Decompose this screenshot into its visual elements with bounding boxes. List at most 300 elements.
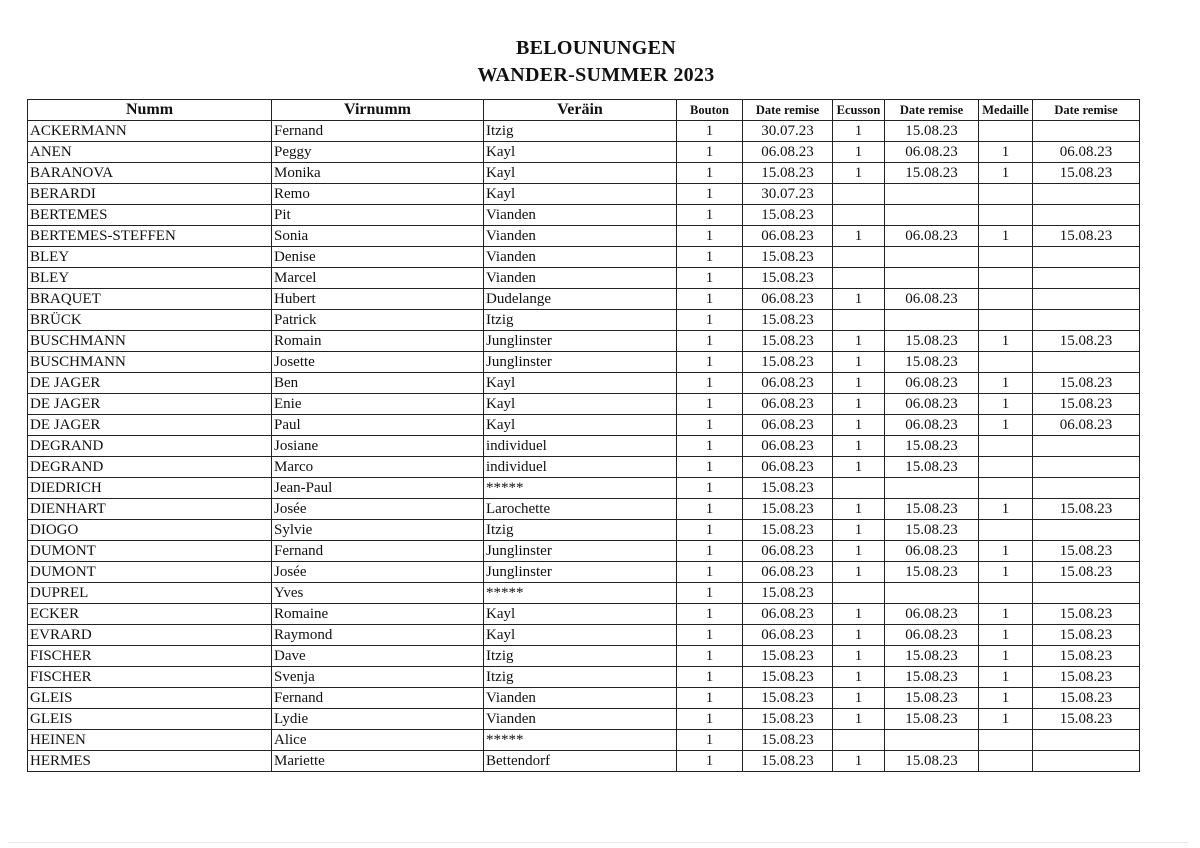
- cell-medaille: [979, 352, 1033, 373]
- cell-date-remise-bouton: 15.08.23: [743, 352, 833, 373]
- cell-date-remise-ecusson: [885, 730, 979, 751]
- cell-virnumm: Fernand: [272, 541, 484, 562]
- cell-ecusson: 1: [833, 751, 885, 772]
- table-row: [28, 352, 1140, 373]
- cell-medaille: 1: [979, 646, 1033, 667]
- table-body: [28, 121, 1140, 772]
- cell-medaille: [979, 184, 1033, 205]
- table-row: [28, 751, 1140, 772]
- cell-medaille: [979, 478, 1033, 499]
- cell-numm: ECKER: [28, 604, 272, 625]
- cell-bouton: 1: [677, 751, 743, 772]
- cell-date-remise-ecusson: 15.08.23: [885, 163, 979, 184]
- cell-ecusson: [833, 730, 885, 751]
- cell-date-remise-medaille: 15.08.23: [1033, 646, 1140, 667]
- cell-numm: DIOGO: [28, 520, 272, 541]
- cell-ecusson: 1: [833, 646, 885, 667]
- cell-date-remise-ecusson: 06.08.23: [885, 604, 979, 625]
- cell-ecusson: 1: [833, 289, 885, 310]
- cell-numm: FISCHER: [28, 646, 272, 667]
- cell-medaille: [979, 751, 1033, 772]
- cell-date-remise-bouton: 15.08.23: [743, 751, 833, 772]
- table-row: [28, 310, 1140, 331]
- cell-bouton: 1: [677, 373, 743, 394]
- table-row: [28, 604, 1140, 625]
- table-row: [28, 436, 1140, 457]
- cell-ecusson: 1: [833, 415, 885, 436]
- cell-medaille: 1: [979, 625, 1033, 646]
- cell-date-remise-medaille: 15.08.23: [1033, 373, 1140, 394]
- cell-date-remise-ecusson: 06.08.23: [885, 142, 979, 163]
- cell-bouton: 1: [677, 457, 743, 478]
- cell-numm: DIEDRICH: [28, 478, 272, 499]
- cell-virnumm: Josée: [272, 499, 484, 520]
- table-row: [28, 667, 1140, 688]
- cell-verain: Vianden: [484, 205, 677, 226]
- cell-bouton: 1: [677, 268, 743, 289]
- cell-medaille: 1: [979, 415, 1033, 436]
- cell-date-remise-medaille: [1033, 205, 1140, 226]
- cell-verain: Itzig: [484, 520, 677, 541]
- cell-numm: ACKERMANN: [28, 121, 272, 142]
- cell-bouton: 1: [677, 289, 743, 310]
- cell-virnumm: Fernand: [272, 121, 484, 142]
- cell-numm: HERMES: [28, 751, 272, 772]
- cell-verain: Dudelange: [484, 289, 677, 310]
- cell-ecusson: 1: [833, 562, 885, 583]
- table-row: [28, 709, 1140, 730]
- cell-date-remise-medaille: 15.08.23: [1033, 562, 1140, 583]
- cell-date-remise-medaille: [1033, 520, 1140, 541]
- cell-numm: DEGRAND: [28, 436, 272, 457]
- cell-numm: BLEY: [28, 247, 272, 268]
- cell-date-remise-medaille: [1033, 268, 1140, 289]
- cell-date-remise-bouton: 06.08.23: [743, 394, 833, 415]
- cell-virnumm: Marcel: [272, 268, 484, 289]
- cell-numm: BUSCHMANN: [28, 331, 272, 352]
- cell-verain: Bettendorf: [484, 751, 677, 772]
- col-header-date-remise-ecusson: Date remise: [885, 100, 979, 121]
- cell-date-remise-medaille: 15.08.23: [1033, 163, 1140, 184]
- table-row: [28, 289, 1140, 310]
- cell-date-remise-medaille: 15.08.23: [1033, 604, 1140, 625]
- cell-verain: Vianden: [484, 688, 677, 709]
- cell-bouton: 1: [677, 163, 743, 184]
- cell-numm: BERTEMES: [28, 205, 272, 226]
- cell-date-remise-ecusson: 06.08.23: [885, 289, 979, 310]
- table-row: [28, 688, 1140, 709]
- cell-medaille: 1: [979, 541, 1033, 562]
- cell-bouton: 1: [677, 478, 743, 499]
- cell-date-remise-medaille: [1033, 478, 1140, 499]
- cell-date-remise-bouton: 15.08.23: [743, 205, 833, 226]
- cell-date-remise-bouton: 15.08.23: [743, 163, 833, 184]
- cell-medaille: [979, 268, 1033, 289]
- table-row: [28, 247, 1140, 268]
- cell-ecusson: [833, 268, 885, 289]
- cell-ecusson: 1: [833, 394, 885, 415]
- cell-verain: Itzig: [484, 646, 677, 667]
- cell-date-remise-ecusson: 15.08.23: [885, 562, 979, 583]
- cell-date-remise-medaille: [1033, 436, 1140, 457]
- cell-ecusson: 1: [833, 688, 885, 709]
- cell-bouton: 1: [677, 730, 743, 751]
- cell-ecusson: [833, 205, 885, 226]
- cell-numm: DE JAGER: [28, 394, 272, 415]
- cell-bouton: 1: [677, 499, 743, 520]
- cell-verain: Kayl: [484, 415, 677, 436]
- cell-verain: *****: [484, 478, 677, 499]
- cell-verain: Vianden: [484, 709, 677, 730]
- cell-date-remise-bouton: 30.07.23: [743, 121, 833, 142]
- table-row: [28, 730, 1140, 751]
- cell-medaille: [979, 247, 1033, 268]
- cell-date-remise-ecusson: 15.08.23: [885, 520, 979, 541]
- document-subtitle: WANDER-SUMMER 2023: [477, 64, 715, 86]
- cell-virnumm: Monika: [272, 163, 484, 184]
- cell-virnumm: Denise: [272, 247, 484, 268]
- cell-numm: BLEY: [28, 268, 272, 289]
- cell-virnumm: Pit: [272, 205, 484, 226]
- cell-ecusson: [833, 184, 885, 205]
- cell-ecusson: 1: [833, 373, 885, 394]
- cell-medaille: 1: [979, 562, 1033, 583]
- cell-date-remise-ecusson: 06.08.23: [885, 226, 979, 247]
- cell-medaille: [979, 436, 1033, 457]
- cell-date-remise-medaille: 15.08.23: [1033, 331, 1140, 352]
- cell-numm: BARANOVA: [28, 163, 272, 184]
- cell-ecusson: [833, 247, 885, 268]
- cell-date-remise-medaille: [1033, 247, 1140, 268]
- cell-date-remise-medaille: 15.08.23: [1033, 688, 1140, 709]
- col-header-medaille: Medaille: [979, 100, 1033, 121]
- cell-ecusson: 1: [833, 667, 885, 688]
- cell-verain: Vianden: [484, 247, 677, 268]
- cell-numm: DUPREL: [28, 583, 272, 604]
- cell-date-remise-ecusson: [885, 184, 979, 205]
- cell-date-remise-medaille: [1033, 289, 1140, 310]
- cell-verain: Itzig: [484, 310, 677, 331]
- table-row: [28, 142, 1140, 163]
- cell-date-remise-medaille: [1033, 730, 1140, 751]
- cell-medaille: [979, 457, 1033, 478]
- cell-date-remise-ecusson: 06.08.23: [885, 541, 979, 562]
- table-row: [28, 583, 1140, 604]
- cell-date-remise-ecusson: 15.08.23: [885, 457, 979, 478]
- cell-date-remise-medaille: [1033, 583, 1140, 604]
- cell-date-remise-ecusson: 06.08.23: [885, 625, 979, 646]
- cell-date-remise-medaille: 15.08.23: [1033, 499, 1140, 520]
- cell-verain: Itzig: [484, 667, 677, 688]
- header-row: [28, 100, 1140, 121]
- cell-ecusson: 1: [833, 142, 885, 163]
- cell-date-remise-medaille: 15.08.23: [1033, 541, 1140, 562]
- document-title: BELOUNUNGEN: [516, 37, 676, 59]
- cell-medaille: 1: [979, 142, 1033, 163]
- col-header-verain: Veräin: [484, 100, 677, 121]
- cell-date-remise-bouton: 06.08.23: [743, 226, 833, 247]
- cell-date-remise-bouton: 15.08.23: [743, 310, 833, 331]
- cell-date-remise-bouton: 15.08.23: [743, 583, 833, 604]
- cell-virnumm: Yves: [272, 583, 484, 604]
- cell-virnumm: Sonia: [272, 226, 484, 247]
- cell-medaille: 1: [979, 604, 1033, 625]
- cell-bouton: 1: [677, 184, 743, 205]
- cell-numm: BRAQUET: [28, 289, 272, 310]
- cell-bouton: 1: [677, 562, 743, 583]
- table-row: [28, 184, 1140, 205]
- cell-medaille: [979, 205, 1033, 226]
- cell-medaille: 1: [979, 688, 1033, 709]
- cell-date-remise-medaille: 15.08.23: [1033, 625, 1140, 646]
- cell-ecusson: 1: [833, 163, 885, 184]
- cell-numm: DUMONT: [28, 541, 272, 562]
- awards-table: [27, 99, 1140, 772]
- cell-numm: BERARDI: [28, 184, 272, 205]
- cell-virnumm: Romaine: [272, 604, 484, 625]
- cell-bouton: 1: [677, 520, 743, 541]
- table-row: [28, 373, 1140, 394]
- table-row: [28, 625, 1140, 646]
- cell-virnumm: Lydie: [272, 709, 484, 730]
- table-row: [28, 226, 1140, 247]
- cell-bouton: 1: [677, 604, 743, 625]
- cell-date-remise-bouton: 15.08.23: [743, 268, 833, 289]
- cell-numm: DIENHART: [28, 499, 272, 520]
- cell-ecusson: [833, 478, 885, 499]
- cell-date-remise-ecusson: 15.08.23: [885, 646, 979, 667]
- col-header-date-remise-medaille: Date remise: [1033, 100, 1140, 121]
- cell-medaille: [979, 121, 1033, 142]
- col-header-bouton: Bouton: [677, 100, 743, 121]
- cell-verain: *****: [484, 730, 677, 751]
- table-row: [28, 121, 1140, 142]
- cell-date-remise-bouton: 15.08.23: [743, 520, 833, 541]
- cell-date-remise-ecusson: 15.08.23: [885, 751, 979, 772]
- cell-bouton: 1: [677, 247, 743, 268]
- cell-numm: HEINEN: [28, 730, 272, 751]
- table-row: [28, 163, 1140, 184]
- cell-date-remise-bouton: 06.08.23: [743, 562, 833, 583]
- cell-date-remise-bouton: 06.08.23: [743, 373, 833, 394]
- cell-verain: *****: [484, 583, 677, 604]
- cell-virnumm: Jean-Paul: [272, 478, 484, 499]
- cell-virnumm: Marco: [272, 457, 484, 478]
- cell-date-remise-ecusson: 06.08.23: [885, 394, 979, 415]
- cell-date-remise-medaille: [1033, 121, 1140, 142]
- cell-verain: Kayl: [484, 373, 677, 394]
- cell-numm: GLEIS: [28, 709, 272, 730]
- cell-virnumm: Enie: [272, 394, 484, 415]
- cell-bouton: 1: [677, 436, 743, 457]
- cell-medaille: 1: [979, 499, 1033, 520]
- cell-date-remise-medaille: 15.08.23: [1033, 667, 1140, 688]
- cell-verain: Vianden: [484, 226, 677, 247]
- cell-verain: Junglinster: [484, 352, 677, 373]
- col-header-virnumm: Virnumm: [272, 100, 484, 121]
- cell-ecusson: 1: [833, 625, 885, 646]
- cell-virnumm: Josette: [272, 352, 484, 373]
- cell-date-remise-bouton: 06.08.23: [743, 604, 833, 625]
- cell-bouton: 1: [677, 394, 743, 415]
- cell-verain: individuel: [484, 436, 677, 457]
- cell-ecusson: 1: [833, 604, 885, 625]
- cell-virnumm: Fernand: [272, 688, 484, 709]
- table-row: [28, 331, 1140, 352]
- cell-date-remise-bouton: 15.08.23: [743, 247, 833, 268]
- cell-numm: BRÜCK: [28, 310, 272, 331]
- cell-verain: Kayl: [484, 184, 677, 205]
- cell-date-remise-medaille: [1033, 184, 1140, 205]
- cell-date-remise-bouton: 15.08.23: [743, 709, 833, 730]
- cell-date-remise-medaille: [1033, 751, 1140, 772]
- cell-date-remise-ecusson: [885, 583, 979, 604]
- cell-bouton: 1: [677, 310, 743, 331]
- table-row: [28, 205, 1140, 226]
- cell-date-remise-bouton: 06.08.23: [743, 289, 833, 310]
- cell-date-remise-bouton: 06.08.23: [743, 541, 833, 562]
- cell-virnumm: Patrick: [272, 310, 484, 331]
- cell-date-remise-bouton: 06.08.23: [743, 457, 833, 478]
- cell-date-remise-bouton: 06.08.23: [743, 625, 833, 646]
- cell-verain: Kayl: [484, 604, 677, 625]
- cell-verain: Kayl: [484, 394, 677, 415]
- cell-bouton: 1: [677, 709, 743, 730]
- table-row: [28, 457, 1140, 478]
- cell-bouton: 1: [677, 688, 743, 709]
- cell-date-remise-bouton: 15.08.23: [743, 730, 833, 751]
- cell-medaille: 1: [979, 667, 1033, 688]
- cell-verain: Kayl: [484, 163, 677, 184]
- cell-virnumm: Josiane: [272, 436, 484, 457]
- cell-bouton: 1: [677, 646, 743, 667]
- cell-bouton: 1: [677, 541, 743, 562]
- cell-date-remise-ecusson: 15.08.23: [885, 331, 979, 352]
- cell-virnumm: Josée: [272, 562, 484, 583]
- cell-date-remise-ecusson: 15.08.23: [885, 436, 979, 457]
- cell-virnumm: Paul: [272, 415, 484, 436]
- cell-date-remise-medaille: 15.08.23: [1033, 394, 1140, 415]
- cell-medaille: 1: [979, 331, 1033, 352]
- cell-date-remise-bouton: 15.08.23: [743, 667, 833, 688]
- cell-medaille: 1: [979, 163, 1033, 184]
- cell-date-remise-ecusson: [885, 310, 979, 331]
- table-row: [28, 562, 1140, 583]
- cell-bouton: 1: [677, 226, 743, 247]
- cell-virnumm: Peggy: [272, 142, 484, 163]
- cell-date-remise-ecusson: 15.08.23: [885, 709, 979, 730]
- cell-bouton: 1: [677, 205, 743, 226]
- cell-verain: Vianden: [484, 268, 677, 289]
- cell-date-remise-ecusson: 06.08.23: [885, 415, 979, 436]
- cell-ecusson: [833, 310, 885, 331]
- cell-verain: Larochette: [484, 499, 677, 520]
- cell-numm: DEGRAND: [28, 457, 272, 478]
- cell-date-remise-ecusson: 15.08.23: [885, 667, 979, 688]
- cell-numm: DE JAGER: [28, 415, 272, 436]
- cell-verain: individuel: [484, 457, 677, 478]
- cell-date-remise-bouton: 15.08.23: [743, 688, 833, 709]
- cell-ecusson: 1: [833, 499, 885, 520]
- cell-date-remise-medaille: 06.08.23: [1033, 415, 1140, 436]
- cell-date-remise-medaille: [1033, 457, 1140, 478]
- cell-numm: BUSCHMANN: [28, 352, 272, 373]
- cell-date-remise-bouton: 15.08.23: [743, 646, 833, 667]
- cell-medaille: [979, 583, 1033, 604]
- cell-date-remise-ecusson: [885, 478, 979, 499]
- cell-virnumm: Raymond: [272, 625, 484, 646]
- table-row: [28, 520, 1140, 541]
- cell-virnumm: Svenja: [272, 667, 484, 688]
- cell-date-remise-bouton: 06.08.23: [743, 415, 833, 436]
- table-row: [28, 478, 1140, 499]
- cell-medaille: 1: [979, 373, 1033, 394]
- cell-bouton: 1: [677, 667, 743, 688]
- cell-verain: Junglinster: [484, 562, 677, 583]
- cell-virnumm: Ben: [272, 373, 484, 394]
- cell-medaille: 1: [979, 226, 1033, 247]
- table-row: [28, 394, 1140, 415]
- cell-bouton: 1: [677, 142, 743, 163]
- cell-ecusson: 1: [833, 352, 885, 373]
- cell-numm: DE JAGER: [28, 373, 272, 394]
- cell-ecusson: [833, 583, 885, 604]
- cell-medaille: [979, 520, 1033, 541]
- cell-date-remise-ecusson: [885, 247, 979, 268]
- cell-bouton: 1: [677, 331, 743, 352]
- cell-virnumm: Romain: [272, 331, 484, 352]
- cell-ecusson: 1: [833, 457, 885, 478]
- cell-date-remise-ecusson: 15.08.23: [885, 688, 979, 709]
- cell-ecusson: 1: [833, 121, 885, 142]
- cell-date-remise-bouton: 30.07.23: [743, 184, 833, 205]
- cell-date-remise-medaille: 15.08.23: [1033, 709, 1140, 730]
- table-row: [28, 268, 1140, 289]
- cell-bouton: 1: [677, 415, 743, 436]
- cell-verain: Kayl: [484, 142, 677, 163]
- cell-verain: Junglinster: [484, 541, 677, 562]
- cell-date-remise-ecusson: 15.08.23: [885, 352, 979, 373]
- cell-virnumm: Alice: [272, 730, 484, 751]
- cell-numm: BERTEMES-STEFFEN: [28, 226, 272, 247]
- table-row: [28, 499, 1140, 520]
- col-header-numm: Numm: [28, 100, 272, 121]
- cell-bouton: 1: [677, 583, 743, 604]
- cell-virnumm: Mariette: [272, 751, 484, 772]
- cell-bouton: 1: [677, 625, 743, 646]
- table-row: [28, 646, 1140, 667]
- cell-date-remise-ecusson: [885, 205, 979, 226]
- cell-numm: EVRARD: [28, 625, 272, 646]
- cell-numm: FISCHER: [28, 667, 272, 688]
- cell-date-remise-medaille: [1033, 352, 1140, 373]
- col-header-ecusson: Ecusson: [833, 100, 885, 121]
- cell-date-remise-ecusson: [885, 268, 979, 289]
- cell-date-remise-bouton: 06.08.23: [743, 142, 833, 163]
- cell-bouton: 1: [677, 121, 743, 142]
- page-edge-divider: [8, 842, 1188, 843]
- cell-date-remise-medaille: 06.08.23: [1033, 142, 1140, 163]
- cell-date-remise-medaille: 15.08.23: [1033, 226, 1140, 247]
- cell-date-remise-bouton: 15.08.23: [743, 499, 833, 520]
- cell-virnumm: Sylvie: [272, 520, 484, 541]
- cell-numm: ANEN: [28, 142, 272, 163]
- cell-ecusson: 1: [833, 436, 885, 457]
- cell-verain: Kayl: [484, 625, 677, 646]
- cell-virnumm: Remo: [272, 184, 484, 205]
- cell-ecusson: 1: [833, 520, 885, 541]
- cell-medaille: [979, 289, 1033, 310]
